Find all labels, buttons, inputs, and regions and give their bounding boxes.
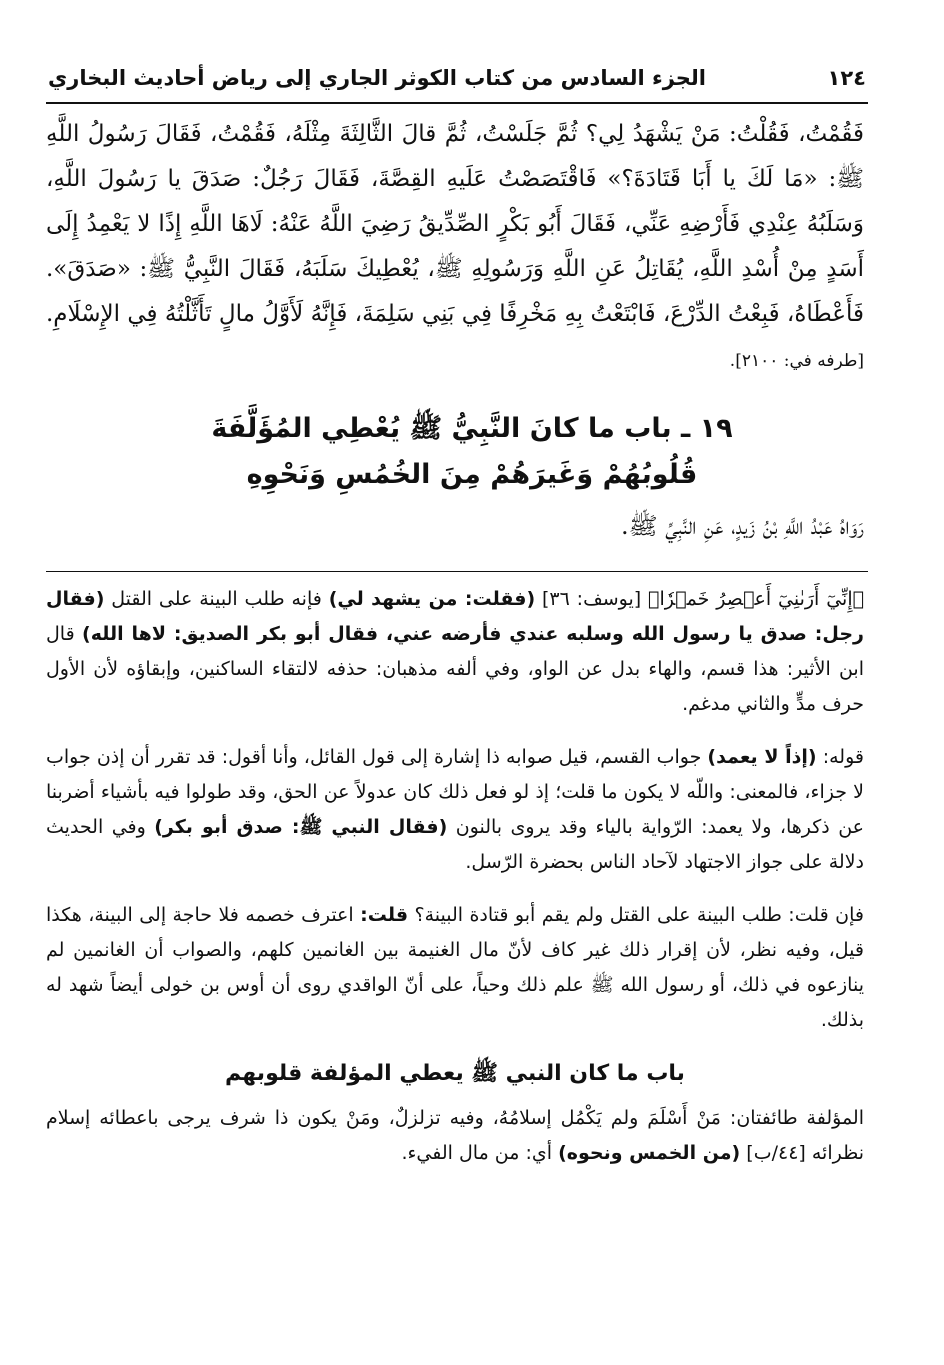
footnote-divider <box>46 571 868 572</box>
book-title: الجزء السادس من كتاب الكوثر الجاري إلى رياض أحاديث البخاري <box>48 66 706 90</box>
commentary-text: قال ابن الأثير: هذا قسم، والهاء بدل عن الواو، وفي ألفه مذهبان: حذفه لالتقاء الساكنين، وإبقاؤه لأن الأول حرف مدٍّ والثاني مدغم. <box>46 623 864 715</box>
page-number: ١٢٤ <box>827 66 866 90</box>
commentary-paragraph-1 <box>46 582 864 722</box>
commentary-subheading: باب ما كان النبي ﷺ يعطي المؤلفة قلوبهم <box>225 1061 685 1086</box>
commentary-text: فإنه طلب البينة على القتل <box>111 588 322 610</box>
commentary-paragraph-2 <box>46 740 864 880</box>
commentary-text: المؤلفة طائفتان: مَنْ أَسْلَمَ ولم يَكْمُل إسلامُهُ، وفيه تزلزلٌ، ومَنْ يكون ذا شرف يرجى باعطائه إسلام نظرائه [٤٤/ب] <box>46 1107 864 1164</box>
quoted-phrase: (فقال رجل: صدق يا رسول الله وسلبه عندي فأرضه عني، فقال أبو بكر الصديق: لاها الله) <box>46 588 864 645</box>
quoted-phrase: قلت: <box>360 904 409 926</box>
quoted-phrase: (إذاً لا يعمد) <box>707 746 817 768</box>
quran-verse: ﴿إِنِّيٓ أَرَىٰنِيٓ أَعۡصِرُ خَمۡرٗا﴾ <box>648 588 864 610</box>
chapter-heading <box>150 406 794 498</box>
header-divider <box>46 102 868 104</box>
commentary-text: أي: من مال الفيء. <box>401 1142 553 1164</box>
commentary-paragraph-4 <box>46 1101 864 1171</box>
commentary-text: اعترف خصمه فلا حاجة إلى البينة، هكذا قيل، وفيه نظر، لأن إقرار ذلك غير كاف لأنّ مال الغنيمة بين الغانمين كلهم، والصواب أن الغانمين لم ينازعوه في ذلك، أو رسول الله ﷺ علم ذلك وحياً، على أنّ الواقدي روى أن أوس بن خولى أيضاً شهد له بذلك. <box>46 904 864 1031</box>
hadith-body: فَقُمْتُ، فَقُلْتُ: مَنْ يَشْهَدُ لِي؟ ثُمَّ جَلَسْتُ، ثُمَّ قالَ الثَّالِثَةَ مِثْلَهُ، فَقُمْتُ، فَقَالَ رَسُولُ اللَّهِ ﷺ: «مَا لَكَ يا أَبَا قَتَادَةَ؟» فَاقْتَصَصْتُ عَلَيهِ القِصَّةَ، فَقَالَ رَجُلٌ: صَدَقَ يا رَسُولَ اللَّهِ، وَسَلَبُهُ عِنْدِي فَأَرْضِهِ عَنِّي، فَقَالَ أَبُو بَكْرٍ الصِّدِّيقُ رَضِيَ اللَّهُ عَنْهُ: لَاهَا اللَّهِ إِذًا لا يَعْمِدُ إِلَى أَسَدٍ مِنْ أُسْدِ اللَّهِ، يُقَاتِلُ عَنِ اللَّهِ وَرَسُولِهِ ﷺ، يُعْطِيكَ سَلَبَهُ، فَقَالَ النَّبِيُّ ﷺ: «صَدَقَ». فَأَعْطَاهُ، فَبِعْتُ الدِّرْعَ، فَابْتَعْتُ بِهِ مَخْرِفًا فِي بَنِي سَلِمَةَ، فَإِنَّهُ لَأَوَّلُ مالٍ تَأَثَّلْتُهُ فِي الإِسْلَامِ. <box>46 121 864 327</box>
chapter-narration: رَوَاهُ عَبْدُ اللَّهِ بْنُ زَيدٍ، عَنِ النَّبِيِّ ﷺ. <box>621 512 864 540</box>
commentary-text: فإن قلت: طلب البينة على القتل ولم يقم أبو قتادة البينة؟ <box>414 904 864 926</box>
chapter-title-line-2: قُلُوبُهُمْ وَغَيرَهُمْ مِنَ الخُمُسِ وَنَحْوِهِ <box>246 459 698 490</box>
commentary-text: جواب القسم، قيل صوابه ذا إشارة إلى قول القائل، وأنا أقول: قد تقرر أن إذن جواب لا جزاء، فالمعنى: واللّه لا يكون ما قلت؛ إذ لو فعل ذلك كان عدولاً عن الحق، وقد طولوا فيه بأشياء أضربنا عن ذكرها، ولا يعمد: الرّواية بالياء وقد يروى بالنون <box>46 746 865 838</box>
hadith-reference: [طرفه في: ٢١٠٠]. <box>729 351 864 371</box>
verse-reference: [يوسف: ٣٦] <box>541 588 642 610</box>
quoted-phrase: (فقال النبي ﷺ: صدق أبو بكر) <box>154 816 448 838</box>
page-header <box>48 58 866 98</box>
hadith-paragraph <box>46 112 864 384</box>
hadith-text-block <box>46 112 864 384</box>
commentary-text: قوله: <box>822 746 864 768</box>
chapter-title-line-1: ١٩ ـ باب ما كانَ النَّبِيُّ ﷺ يُعْطِي المُؤَلَّفَةَ <box>211 413 733 444</box>
commentary-block <box>46 582 864 1189</box>
quoted-phrase: (فقلت: من يشهد لي) <box>328 588 536 610</box>
commentary-text: وفي الحديث دلالة على جواز الاجتهاد لآحاد الناس بحضرة الرّسل. <box>46 816 864 873</box>
commentary-paragraph-3 <box>46 898 864 1038</box>
quoted-phrase: (من الخمس ونحوه) <box>558 1142 741 1164</box>
